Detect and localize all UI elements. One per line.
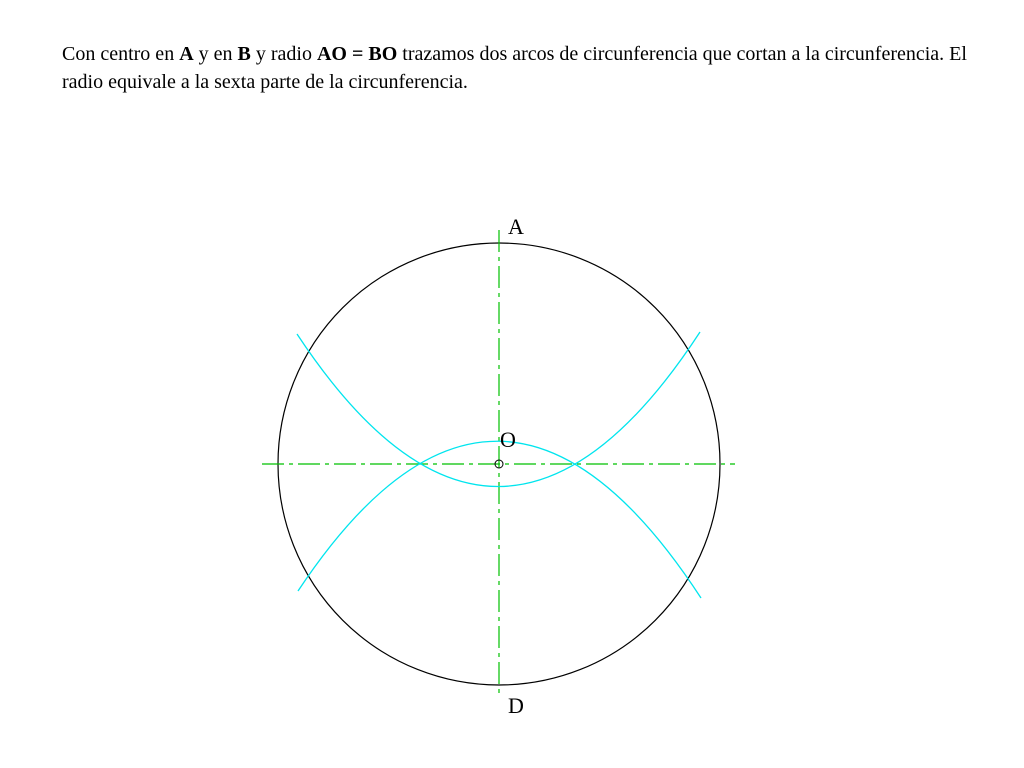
label-center-point: O (500, 427, 516, 452)
label-bottom-point: D (508, 693, 524, 718)
caption-part-3: y radio (250, 43, 317, 65)
caption-part-4: trazamos dos arcos de circunferencia que cortan a la circunferencia. El radio equivale a la sexta parte de la circunferencia. (62, 43, 967, 93)
label-top-point: A (508, 214, 524, 239)
caption-part-1: Con centro en (62, 43, 180, 65)
caption-point-a: A (179, 43, 194, 65)
caption-radius: AO = BO (316, 43, 398, 65)
caption-part-2: y en (193, 43, 238, 65)
caption-point-b: B (237, 43, 251, 65)
